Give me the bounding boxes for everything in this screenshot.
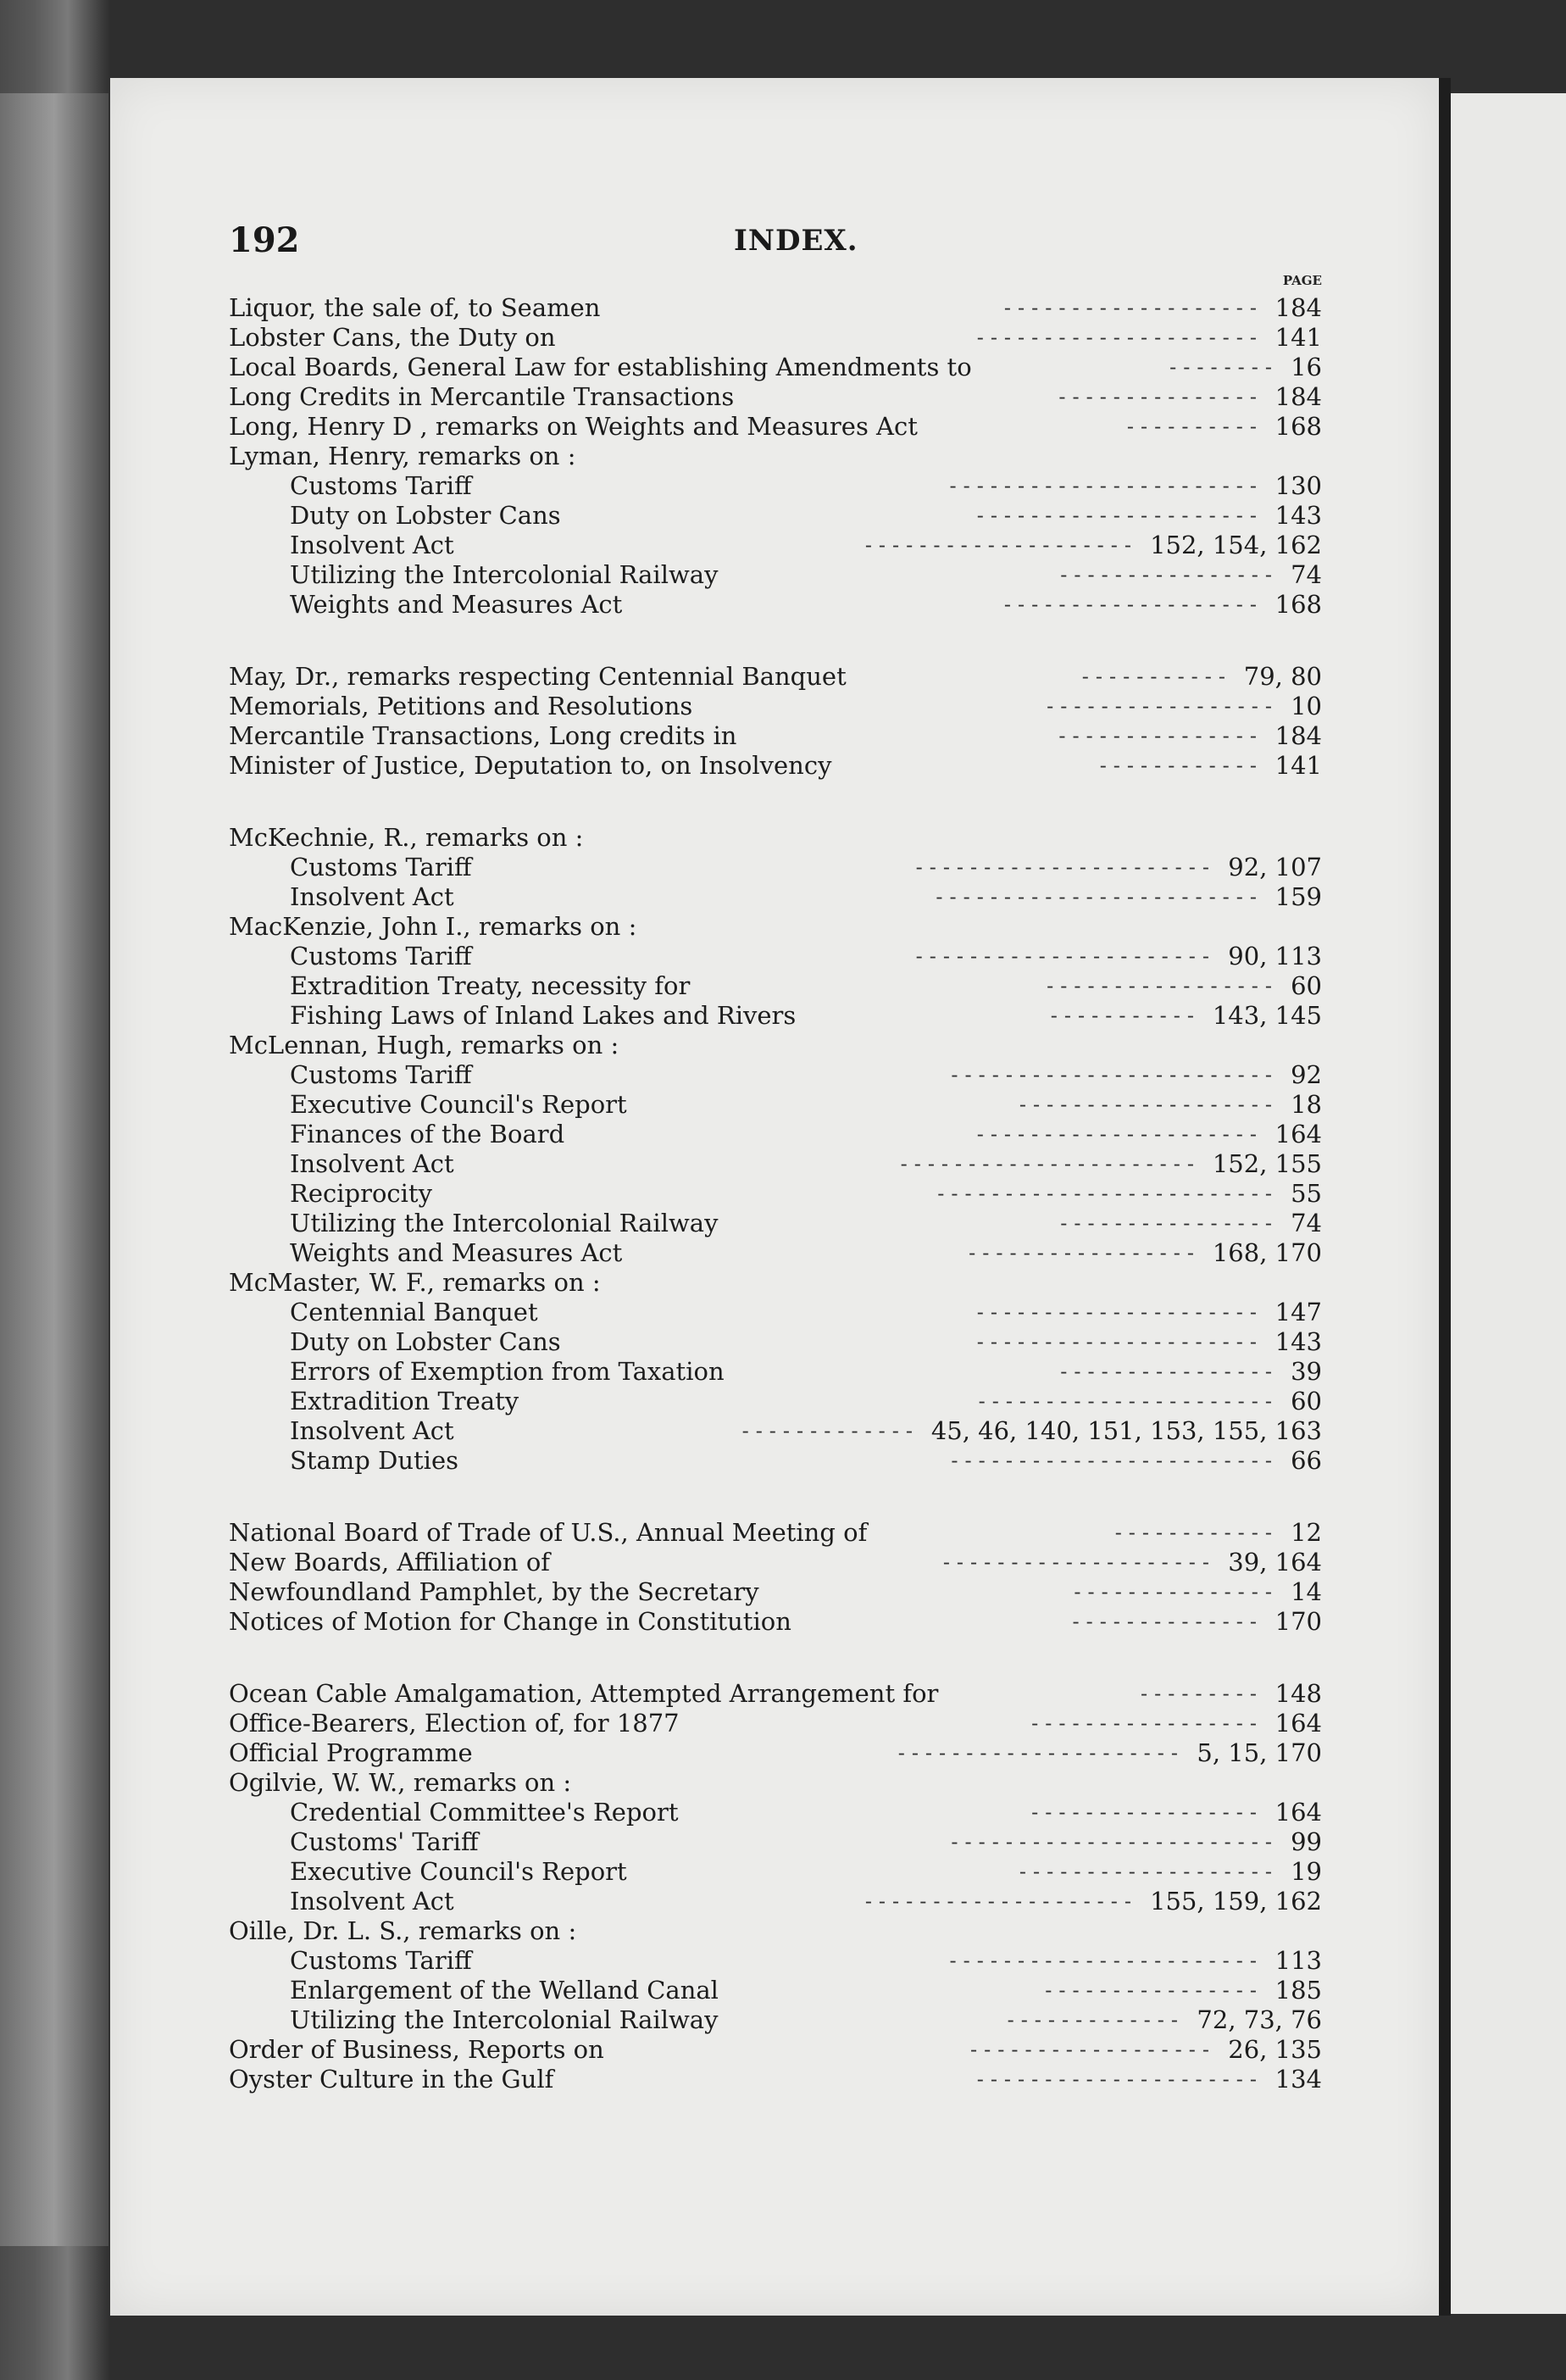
- group-spacer: [229, 781, 1322, 823]
- index-entry: [229, 1577, 1322, 1607]
- dot-leader: ---------: [1141, 1682, 1263, 1705]
- index-subentry: [229, 1357, 1322, 1387]
- index-subentry: [229, 1179, 1322, 1209]
- entry-pages: 39, 164: [1228, 1548, 1322, 1576]
- entry-pages: 5, 15, 170: [1197, 1738, 1322, 1767]
- index-entry: [229, 692, 1322, 721]
- entry-text: Liquor, the sale of, to Seamen: [229, 293, 601, 322]
- index-entry: [229, 1738, 1322, 1768]
- entry-text: Notices of Motion for Change in Constitution: [229, 1607, 791, 1636]
- index-subentry: [229, 1416, 1322, 1446]
- page-gutter: [1439, 78, 1451, 2316]
- dot-leader: -----------------: [1031, 1711, 1263, 1735]
- index-subentry: [229, 1446, 1322, 1476]
- index-subentry: [229, 1887, 1322, 1916]
- entry-pages: 152, 154, 162: [1150, 531, 1322, 559]
- index-entry: [229, 662, 1322, 692]
- index-entry: [229, 382, 1322, 412]
- entry-text: Customs' Tariff: [290, 1827, 479, 1856]
- entry-text: Executive Council's Report: [290, 1857, 627, 1886]
- index-entry: [229, 353, 1322, 382]
- entry-pages: 113: [1274, 1946, 1322, 1975]
- index-entry: [229, 1518, 1322, 1548]
- entry-text: Insolvent Act: [290, 1887, 454, 1916]
- entry-pages: 72, 73, 76: [1197, 2005, 1322, 2034]
- index-subentry: [229, 971, 1322, 1001]
- entry-pages: 12: [1291, 1518, 1322, 1547]
- dot-leader: --------------------: [942, 1550, 1216, 1574]
- entry-text: New Boards, Affiliation of: [229, 1548, 551, 1576]
- dot-leader: -----------------: [969, 1241, 1201, 1265]
- page-header: [229, 220, 1322, 288]
- entry-text: Customs Tariff: [290, 471, 472, 500]
- entry-pages: 155, 159, 162: [1150, 1887, 1322, 1916]
- entry-text: Lobster Cans, the Duty on: [229, 323, 556, 352]
- entry-pages: 19: [1291, 1857, 1322, 1886]
- entry-pages: 45, 46, 140, 151, 153, 155, 163: [930, 1416, 1322, 1445]
- dot-leader: ----------------------: [978, 1389, 1279, 1413]
- index-entry: [229, 442, 1322, 471]
- index-entry: [229, 823, 1322, 853]
- entry-text: Weights and Measures Act: [290, 1238, 623, 1267]
- dot-leader: ----------------: [1060, 1211, 1279, 1235]
- index-list: [229, 293, 1322, 2094]
- dot-leader: ----------------: [1060, 563, 1279, 587]
- entry-pages: 159: [1274, 882, 1322, 911]
- dot-leader: ----------------------: [915, 944, 1216, 968]
- dot-leader: --------------------: [864, 533, 1138, 557]
- entry-text: McLennan, Hugh, remarks on :: [229, 1031, 619, 1059]
- entry-text: Newfoundland Pamphlet, by the Secretary: [229, 1577, 759, 1606]
- dot-leader: ----------------: [1060, 1360, 1279, 1383]
- index-subentry: [229, 1798, 1322, 1827]
- entry-text: Insolvent Act: [290, 1416, 454, 1445]
- entry-text: Weights and Measures Act: [290, 590, 623, 619]
- entry-pages: 184: [1274, 293, 1322, 322]
- entry-text: Insolvent Act: [290, 531, 454, 559]
- entry-text: Customs Tariff: [290, 853, 472, 881]
- dot-leader: -----------------: [1031, 1800, 1263, 1824]
- entry-pages: 184: [1274, 721, 1322, 750]
- page-number: 192: [229, 220, 300, 260]
- entry-pages: 168: [1274, 590, 1322, 619]
- index-entry: [229, 1679, 1322, 1709]
- dot-leader: ---------------------: [976, 1300, 1263, 1324]
- index-entry: [229, 1268, 1322, 1298]
- index-entry: [229, 2065, 1322, 2094]
- index-entry: [229, 912, 1322, 942]
- entry-pages: 152, 155: [1212, 1149, 1322, 1178]
- group-spacer: [229, 620, 1322, 662]
- dot-leader: --------------: [1072, 1610, 1263, 1633]
- index-entry: [229, 293, 1322, 323]
- dot-leader: -------------: [741, 1419, 919, 1443]
- index-entry: [229, 1768, 1322, 1798]
- entry-pages: 168, 170: [1212, 1238, 1322, 1267]
- entry-pages: 90, 113: [1228, 942, 1322, 970]
- dot-leader: ------------: [1099, 753, 1263, 777]
- dot-leader: ------------------: [970, 2038, 1216, 2061]
- entry-text: Memorials, Petitions and Resolutions: [229, 692, 693, 720]
- entry-pages: 74: [1291, 1209, 1322, 1237]
- index-subentry: [229, 471, 1322, 501]
- entry-pages: 164: [1274, 1798, 1322, 1827]
- dot-leader: ----------------: [1045, 1978, 1263, 2002]
- entry-text: Extradition Treaty: [290, 1387, 519, 1415]
- index-entry: [229, 721, 1322, 751]
- index-subentry: [229, 1209, 1322, 1238]
- entry-text: Lyman, Henry, remarks on :: [229, 442, 576, 470]
- dot-leader: -----------------: [1047, 974, 1279, 998]
- entry-text: Reciprocity: [290, 1179, 432, 1208]
- dot-leader: ---------------------: [976, 1330, 1263, 1354]
- dot-leader: ---------------: [1058, 385, 1263, 409]
- book-spine: [0, 93, 108, 2246]
- index-subentry: [229, 590, 1322, 620]
- group-spacer: [229, 1637, 1322, 1679]
- entry-text: Duty on Lobster Cans: [290, 501, 561, 530]
- index-subentry: [229, 531, 1322, 560]
- index-entry: [229, 1548, 1322, 1577]
- dot-leader: ---------------: [1058, 724, 1263, 748]
- index-subentry: [229, 1120, 1322, 1149]
- dot-leader: -----------------------: [949, 474, 1263, 498]
- entry-pages: 141: [1274, 751, 1322, 780]
- index-subentry: [229, 1060, 1322, 1090]
- dot-leader: -------------------: [1003, 592, 1263, 616]
- entry-pages: 143, 145: [1212, 1001, 1322, 1030]
- dot-leader: -------------------: [1019, 1093, 1279, 1116]
- dot-leader: -----------------------: [949, 1949, 1263, 1972]
- entry-text: Centennial Banquet: [290, 1298, 538, 1326]
- entry-text: Fishing Laws of Inland Lakes and Rivers: [290, 1001, 797, 1030]
- dot-leader: ----------: [1126, 414, 1263, 438]
- dot-leader: ---------------: [1074, 1580, 1279, 1604]
- entry-pages: 16: [1291, 353, 1322, 381]
- entry-pages: 79, 80: [1243, 662, 1322, 691]
- index-subentry: [229, 501, 1322, 531]
- dot-leader: -------------------: [1003, 296, 1263, 320]
- index-subentry: [229, 1387, 1322, 1416]
- entry-pages: 184: [1274, 382, 1322, 411]
- entry-pages: 10: [1291, 692, 1322, 720]
- dot-leader: -----------: [1081, 665, 1232, 688]
- page-column-label: PAGE: [1282, 273, 1322, 288]
- dot-leader: ---------------------: [976, 325, 1263, 349]
- entry-text: Ocean Cable Amalgamation, Attempted Arrangement for: [229, 1679, 939, 1708]
- entry-pages: 185: [1274, 1976, 1322, 2005]
- entry-pages: 141: [1274, 323, 1322, 352]
- entry-text: May, Dr., remarks respecting Centennial Banquet: [229, 662, 847, 691]
- dot-leader: ------------------------: [936, 885, 1263, 909]
- entry-pages: 130: [1274, 471, 1322, 500]
- entry-text: MacKenzie, John I., remarks on :: [229, 912, 637, 941]
- entry-pages: 99: [1291, 1827, 1322, 1856]
- index-subentry: [229, 1238, 1322, 1268]
- entry-text: Oyster Culture in the Gulf: [229, 2065, 554, 2094]
- entry-pages: 39: [1291, 1357, 1322, 1386]
- index-subentry: [229, 1001, 1322, 1031]
- entry-pages: 55: [1291, 1179, 1322, 1208]
- entry-text: Finances of the Board: [290, 1120, 565, 1148]
- index-entry: [229, 412, 1322, 442]
- entry-pages: 164: [1274, 1120, 1322, 1148]
- entry-text: Extradition Treaty, necessity for: [290, 971, 691, 1000]
- entry-pages: 66: [1291, 1446, 1322, 1475]
- index-entry: [229, 1916, 1322, 1946]
- entry-text: Long, Henry D , remarks on Weights and Measures Act: [229, 412, 918, 441]
- index-subentry: [229, 882, 1322, 912]
- entry-text: Insolvent Act: [290, 882, 454, 911]
- dot-leader: ------------: [1114, 1521, 1279, 1544]
- index-subentry: [229, 1090, 1322, 1120]
- dot-leader: --------: [1169, 355, 1279, 379]
- index-entry: [229, 1709, 1322, 1738]
- entry-text: Duty on Lobster Cans: [290, 1327, 561, 1356]
- page-title: INDEX.: [734, 224, 858, 258]
- index-subentry: [229, 560, 1322, 590]
- entry-text: Customs Tariff: [290, 1946, 472, 1975]
- entry-text: Official Programme: [229, 1738, 473, 1767]
- dot-leader: ------------------------: [951, 1063, 1279, 1087]
- index-entry: [229, 2035, 1322, 2065]
- entry-text: McMaster, W. F., remarks on :: [229, 1268, 601, 1297]
- dot-leader: -------------------------: [937, 1182, 1279, 1205]
- dot-leader: ------------------------: [951, 1449, 1279, 1472]
- entry-pages: 74: [1291, 560, 1322, 589]
- index-subentry: [229, 853, 1322, 882]
- entry-text: Utilizing the Intercolonial Railway: [290, 560, 719, 589]
- entry-text: Ogilvie, W. W., remarks on :: [229, 1768, 572, 1797]
- entry-pages: 164: [1274, 1709, 1322, 1738]
- entry-pages: 60: [1291, 1387, 1322, 1415]
- dot-leader: ----------------------: [900, 1152, 1201, 1176]
- entry-pages: 148: [1274, 1679, 1322, 1708]
- dot-leader: --------------------: [864, 1889, 1138, 1913]
- dot-leader: ---------------------: [976, 503, 1263, 527]
- dot-leader: ---------------------: [976, 2067, 1263, 2091]
- index-subentry: [229, 1857, 1322, 1887]
- dot-leader: ---------------------: [976, 1122, 1263, 1146]
- entry-pages: 60: [1291, 971, 1322, 1000]
- index-entry: [229, 1031, 1322, 1060]
- entry-pages: 134: [1274, 2065, 1322, 2094]
- entry-text: Utilizing the Intercolonial Railway: [290, 1209, 719, 1237]
- entry-pages: 14: [1291, 1577, 1322, 1606]
- index-entry: [229, 1607, 1322, 1637]
- entry-pages: 147: [1274, 1298, 1322, 1326]
- entry-text: Office-Bearers, Election of, for 1877: [229, 1709, 680, 1738]
- index-entry: [229, 751, 1322, 781]
- entry-pages: 170: [1274, 1607, 1322, 1636]
- entry-text: Local Boards, General Law for establishing Amendments to: [229, 353, 972, 381]
- entry-text: Executive Council's Report: [290, 1090, 627, 1119]
- entry-pages: 92: [1291, 1060, 1322, 1089]
- dot-leader: -------------------: [1019, 1860, 1279, 1883]
- entry-text: Minister of Justice, Deputation to, on Insolvency: [229, 751, 832, 780]
- entry-text: National Board of Trade of U.S., Annual Meeting of: [229, 1518, 868, 1547]
- entry-text: Errors of Exemption from Taxation: [290, 1357, 725, 1386]
- entry-pages: 143: [1274, 1327, 1322, 1356]
- index-entry: [229, 323, 1322, 353]
- entry-text: Insolvent Act: [290, 1149, 454, 1178]
- entry-text: Stamp Duties: [290, 1446, 458, 1475]
- entry-text: Customs Tariff: [290, 1060, 472, 1089]
- entry-text: Enlargement of the Welland Canal: [290, 1976, 719, 2005]
- index-subentry: [229, 1946, 1322, 1976]
- dot-leader: ---------------------: [897, 1741, 1185, 1765]
- index-subentry: [229, 2005, 1322, 2035]
- entry-text: Customs Tariff: [290, 942, 472, 970]
- entry-pages: 18: [1291, 1090, 1322, 1119]
- entry-pages: 92, 107: [1228, 853, 1322, 881]
- entry-text: Utilizing the Intercolonial Railway: [290, 2005, 719, 2034]
- entry-pages: 168: [1274, 412, 1322, 441]
- entry-pages: 143: [1274, 501, 1322, 530]
- entry-text: McKechnie, R., remarks on :: [229, 823, 584, 852]
- entry-pages: 26, 135: [1228, 2035, 1322, 2064]
- index-subentry: [229, 1827, 1322, 1857]
- index-subentry: [229, 1298, 1322, 1327]
- entry-text: Oille, Dr. L. S., remarks on :: [229, 1916, 577, 1945]
- dot-leader: -----------------: [1047, 694, 1279, 718]
- entry-text: Credential Committee's Report: [290, 1798, 679, 1827]
- index-subentry: [229, 1149, 1322, 1179]
- entry-text: Order of Business, Reports on: [229, 2035, 604, 2064]
- index-subentry: [229, 1976, 1322, 2005]
- group-spacer: [229, 1476, 1322, 1518]
- dot-leader: ----------------------: [915, 855, 1216, 879]
- dot-leader: ------------------------: [951, 1830, 1279, 1854]
- facing-page-edge: [1451, 93, 1566, 2314]
- index-subentry: [229, 1327, 1322, 1357]
- entry-text: Long Credits in Mercantile Transactions: [229, 382, 735, 411]
- dot-leader: -------------: [1007, 2008, 1185, 2032]
- entry-text: Mercantile Transactions, Long credits in: [229, 721, 737, 750]
- index-subentry: [229, 942, 1322, 971]
- dot-leader: -----------: [1050, 1004, 1201, 1027]
